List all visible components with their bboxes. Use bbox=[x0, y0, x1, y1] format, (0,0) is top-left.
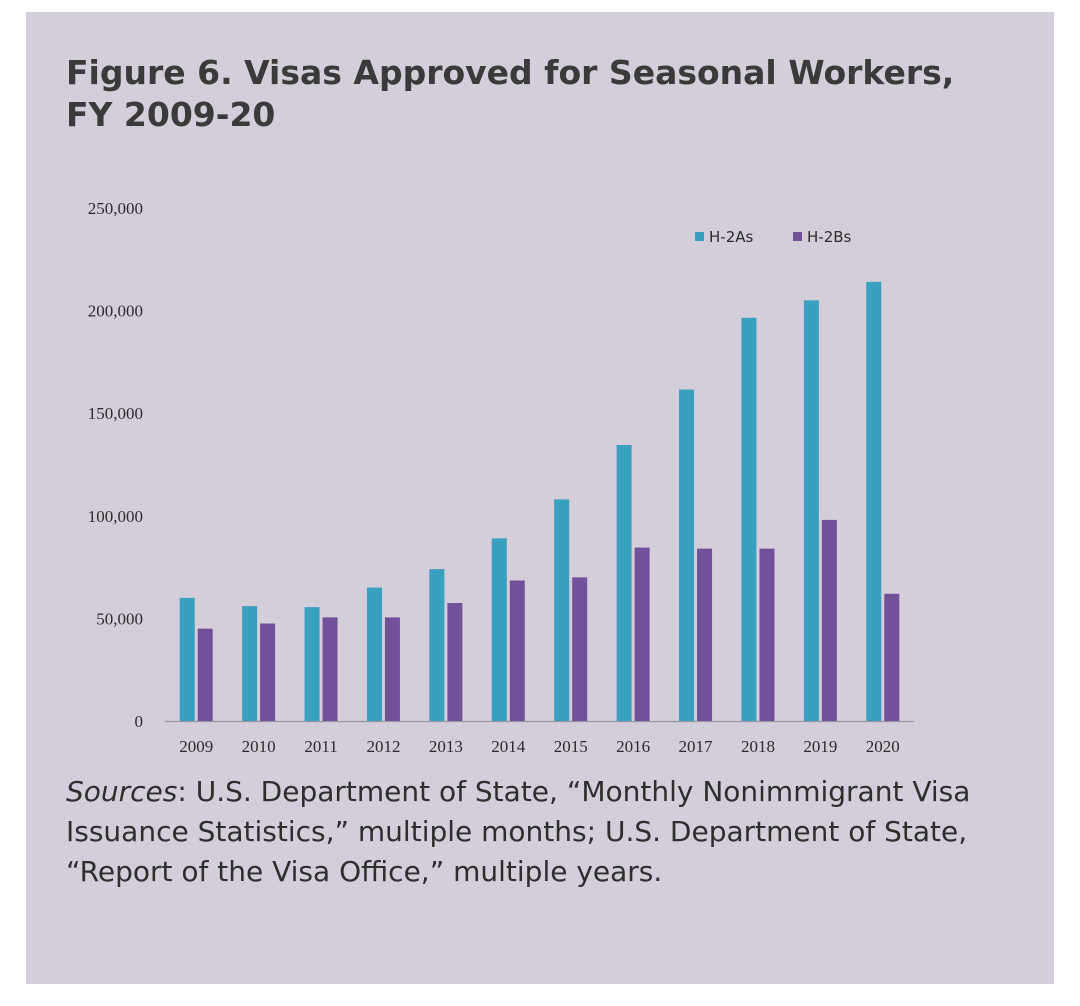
legend-swatch bbox=[695, 232, 704, 241]
figure-panel bbox=[26, 12, 1054, 984]
legend-label: H-2Bs bbox=[807, 228, 852, 246]
legend-swatch bbox=[793, 232, 802, 241]
bar-h2bs-2009 bbox=[198, 629, 213, 721]
bar-h2as-2017 bbox=[679, 390, 694, 721]
x-tick-label: 2011 bbox=[304, 737, 338, 756]
x-tick-label: 2014 bbox=[491, 737, 526, 756]
x-tick-label: 2018 bbox=[740, 737, 775, 756]
bar-h2bs-2019 bbox=[822, 520, 837, 721]
bar-h2as-2010 bbox=[242, 606, 257, 721]
bar-h2as-2016 bbox=[617, 445, 632, 721]
bar-h2as-2020 bbox=[866, 282, 881, 721]
bar-h2as-2011 bbox=[305, 607, 320, 721]
y-tick-label: 200,000 bbox=[87, 301, 143, 321]
bar-h2bs-2012 bbox=[385, 617, 400, 721]
x-tick-label: 2013 bbox=[428, 737, 463, 756]
x-tick-label: 2010 bbox=[241, 737, 276, 756]
legend-label: H-2As bbox=[709, 228, 754, 246]
sources-label: Sources bbox=[66, 775, 178, 808]
y-tick-label: 250,000 bbox=[87, 199, 143, 218]
y-tick-label: 100,000 bbox=[87, 506, 143, 526]
bar-h2bs-2015 bbox=[572, 577, 587, 721]
bar-h2bs-2014 bbox=[510, 580, 525, 721]
bar-h2bs-2018 bbox=[759, 549, 774, 721]
x-tick-label: 2009 bbox=[179, 737, 214, 756]
chart-title: Figure 6. Visas Approved for Seasonal Workers, FY 2009-20 bbox=[66, 53, 955, 134]
bar-h2bs-2020 bbox=[884, 594, 899, 721]
bar-h2bs-2017 bbox=[697, 549, 712, 721]
x-tick-label: 2016 bbox=[616, 737, 651, 756]
x-tick-label: 2017 bbox=[678, 737, 713, 756]
bar-chart bbox=[26, 12, 1054, 772]
y-tick-label: 50,000 bbox=[96, 609, 143, 629]
x-tick-label: 2012 bbox=[366, 737, 401, 756]
bar-h2bs-2011 bbox=[323, 617, 338, 721]
sources-text: : U.S. Department of State, “Monthly Nonimmigrant Visa Issuance Statistics,” multiple months; U.S. Department of State, “Report of the Visa Office,” multiple years. bbox=[66, 775, 971, 888]
bar-h2bs-2016 bbox=[635, 548, 650, 721]
bar-h2as-2014 bbox=[492, 538, 507, 721]
bar-h2bs-2013 bbox=[447, 603, 462, 721]
bar-h2as-2015 bbox=[554, 499, 569, 721]
sources-note bbox=[66, 772, 1026, 892]
x-tick-label: 2015 bbox=[553, 737, 588, 756]
y-tick-label: 0 bbox=[134, 712, 143, 731]
bar-h2as-2012 bbox=[367, 588, 382, 721]
bar-h2as-2013 bbox=[429, 569, 444, 721]
bar-h2bs-2010 bbox=[260, 624, 275, 721]
bar-h2as-2018 bbox=[741, 318, 756, 721]
bar-h2as-2019 bbox=[804, 300, 819, 721]
x-tick-label: 2019 bbox=[803, 737, 838, 756]
x-tick-label: 2020 bbox=[865, 737, 900, 756]
bar-h2as-2009 bbox=[180, 598, 195, 721]
y-tick-label: 150,000 bbox=[87, 404, 143, 424]
